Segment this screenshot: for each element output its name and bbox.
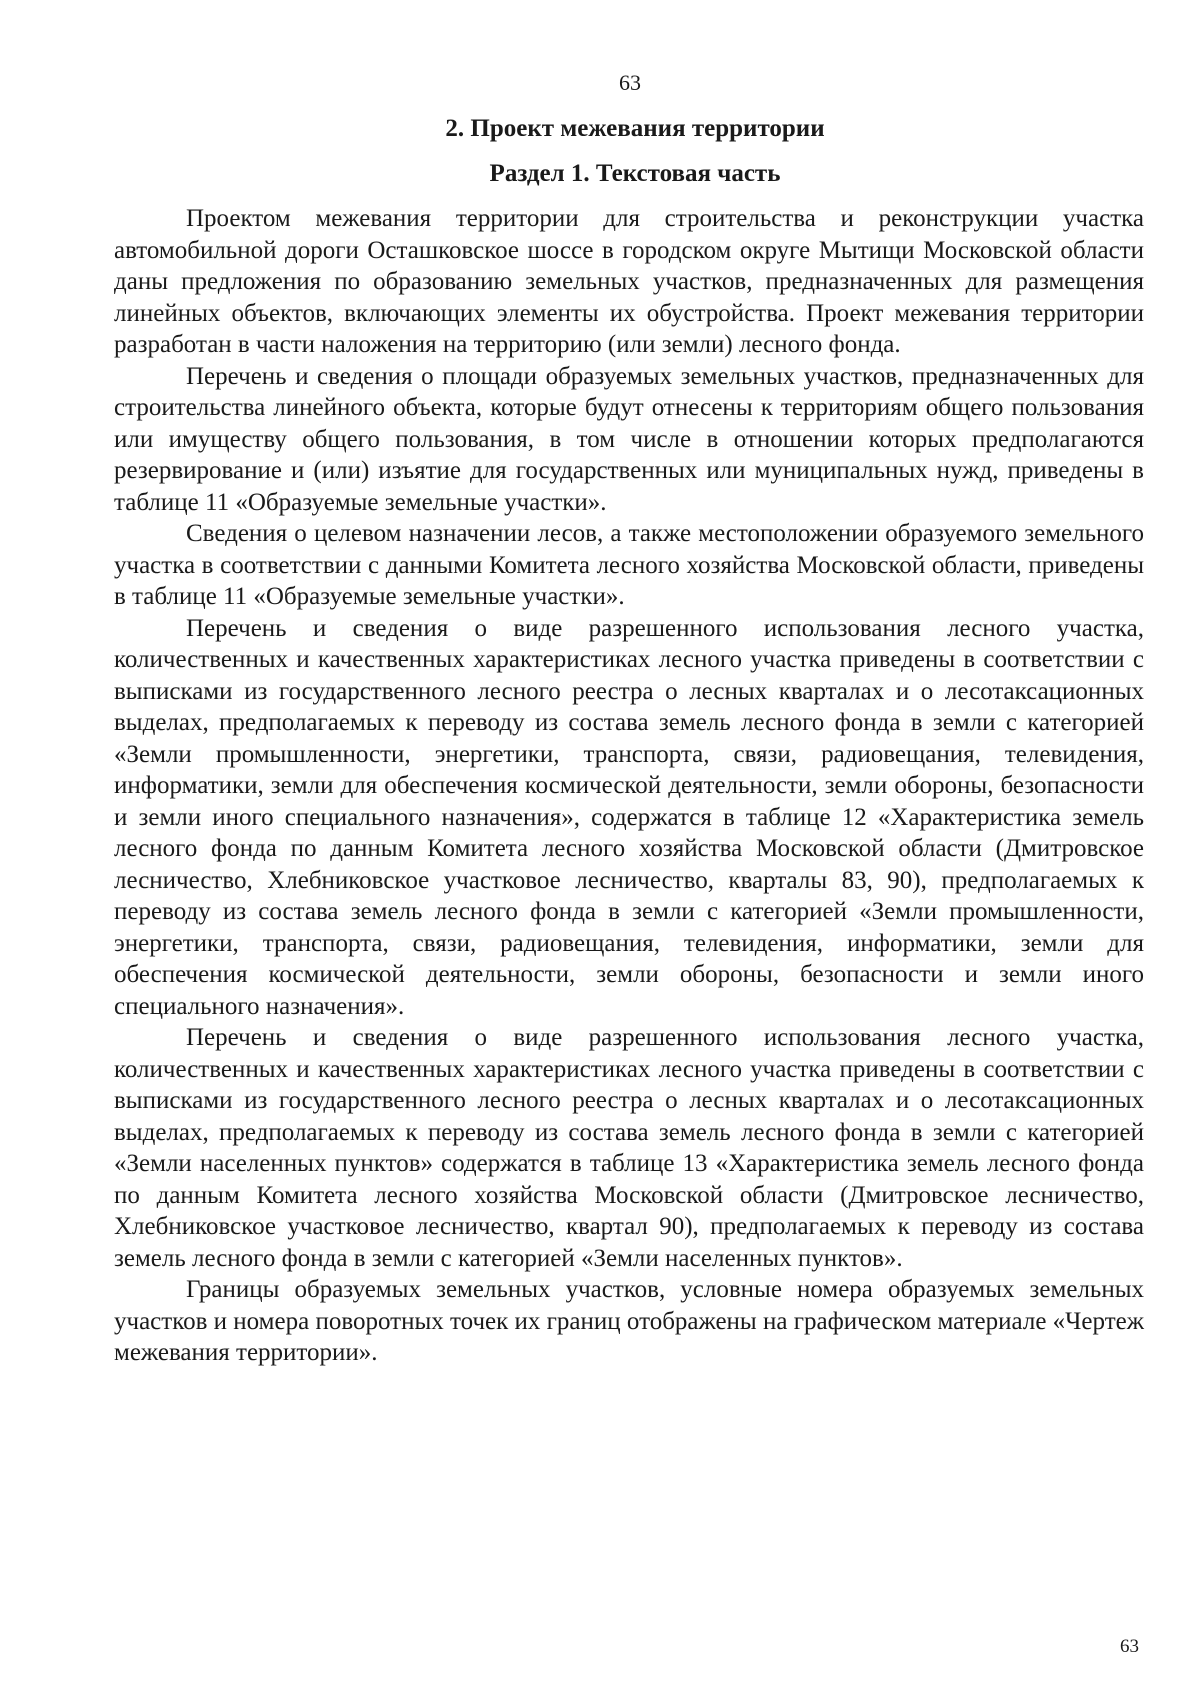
paragraph: Перечень и сведения о виде разрешенного использования лесного участка, количественных и качественных характеристиках лесного участка приведены в соответствии с выписками из государственного лесного реестра о лесных кварталах и о лесотаксационных выделах, предполагаемых к переводу из состава земель лесного фонда в земли с категорией «Земли промышленности, энергетики, транспорта, связи, радиовещания, телевидения, информатики, земли для обеспечения космической деятельности, земли обороны, безопасности и земли иного специального назначения», содержатся в таблице 12 «Характеристика земель лесного фонда по данным Комитета лесного хозяйства Московской области (Дмитровское лесничество, Хлебниковское участковое лесничество, кварталы 83, 90), предполагаемых к переводу из состава земель лесного фонда в земли с категорией «Земли промышленности, энергетики, транспорта, связи, радиовещания, телевидения, информатики, земли для обеспечения космической деятельности, земли обороны, безопасности и земли иного специального назначения». <box>114 614 1144 1020</box>
paragraph: Границы образуемых земельных участков, условные номера образуемых земельных участков и номера поворотных точек их границ отображены на графическом материале «Чертеж межевания территории». <box>114 1276 1144 1366</box>
page-number-bottom: 63 <box>1120 1636 1139 1657</box>
page-number-top: 63 <box>619 70 641 95</box>
paragraph: Сведения о целевом назначении лесов, а также местоположении образуемого земельного участка в соответствии с данными Комитета лесного хозяйства Московской области, приведены в таблице 11 «Образуемые земельные участки». <box>114 520 1144 610</box>
body-text <box>114 203 1144 1369</box>
subsection-title: Раздел 1. Текстовая часть <box>489 160 781 187</box>
paragraph: Проектом межевания территории для строительства и реконструкции участка автомобильной дороги Осташковское шоссе в городском округе Мытищи Московской области даны предложения по образованию земельных участков, предназначенных для размещения линейных объектов, включающих элементы их обустройства. Проект межевания территории разработан в части наложения на территорию (или земли) лесного фонда. <box>114 205 1144 358</box>
paragraph: Перечень и сведения о виде разрешенного использования лесного участка, количественных и качественных характеристиках лесного участка приведены в соответствии с выписками из государственного лесного реестра о лесных кварталах и о лесотаксационных выделах, предполагаемых к переводу из состава земель лесного фонда в земли с категорией «Земли населенных пунктов» содержатся в таблице 13 «Характеристика земель лесного фонда по данным Комитета лесного хозяйства Московской области (Дмитровское лесничество, Хлебниковское участковое лесничество, квартал 90), предполагаемых к переводу из состава земель лесного фонда в земли с категорией «Земли населенных пунктов». <box>114 1024 1144 1272</box>
paragraph: Перечень и сведения о площади образуемых земельных участков, предназначенных для строительства линейного объекта, которые будут отнесены к территориям общего пользования или имуществу общего пользования, в том числе в отношении которых предполагаются резервирование и (или) изъятие для государственных или муниципальных нужд, приведены в таблице 11 «Образуемые земельные участки». <box>114 362 1144 516</box>
section-title: 2. Проект межевания территории <box>445 115 825 142</box>
